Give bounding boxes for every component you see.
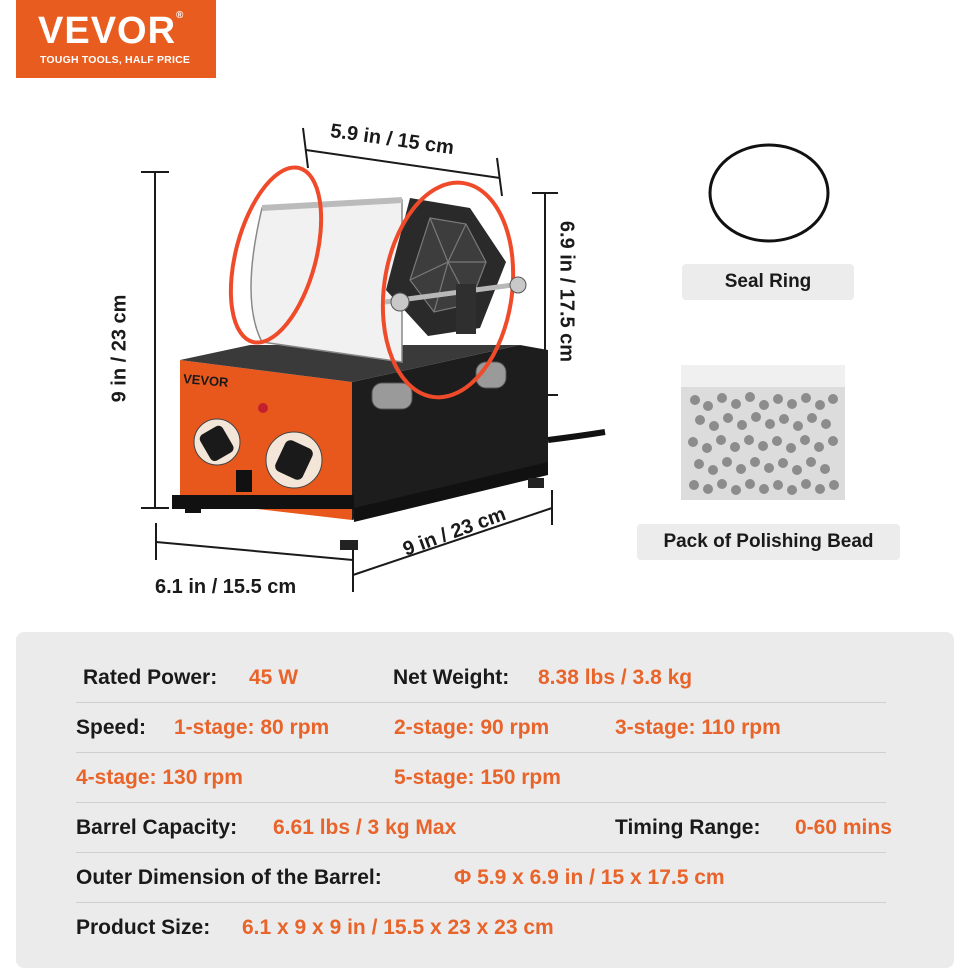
dimension-top-width: 5.9 in / 15 cm [328, 120, 456, 160]
divider [76, 702, 886, 703]
machine-brand-plate: VEVOR [182, 371, 230, 390]
dimension-base-depth: 9 in / 23 cm [400, 503, 509, 561]
product-size-value: 6.1 x 9 x 9 in / 15.5 x 23 x 23 cm [242, 916, 554, 939]
divider [76, 802, 886, 803]
logo-tagline: TOUGH TOOLS, HALF PRICE [40, 54, 191, 66]
divider [76, 752, 886, 753]
barrel-capacity-label: Barrel Capacity: [76, 816, 238, 839]
rated-power-value: 45 W [249, 666, 299, 689]
net-weight-value: 8.38 lbs / 3.8 kg [538, 666, 693, 689]
dimension-barrel-height: 6.9 in / 17.5 cm [555, 220, 578, 363]
timing-range-label: Timing Range: [615, 816, 761, 839]
polishing-bead-label: Pack of Polishing Bead [637, 524, 900, 560]
speed-stage-3: 3-stage: 110 rpm [615, 716, 781, 739]
seal-ring-label: Seal Ring [682, 264, 854, 300]
speed-stage-1: 1-stage: 80 rpm [174, 716, 330, 739]
net-weight-label: Net Weight: [393, 666, 510, 689]
speed-stage-5: 5-stage: 150 rpm [394, 766, 561, 789]
barrel-capacity-value: 6.61 lbs / 3 kg Max [273, 816, 457, 839]
seal-ring-image [710, 145, 828, 241]
dimension-total-height: 9 in / 23 cm [108, 294, 131, 403]
speed-label: Speed: [76, 716, 147, 739]
speed-stage-2: 2-stage: 90 rpm [394, 716, 550, 739]
logo-brand-text: VEVOR® [38, 10, 185, 52]
timing-range-value: 0-60 mins [795, 816, 892, 839]
outer-dimension-label: Outer Dimension of the Barrel: [76, 866, 382, 889]
divider [76, 902, 886, 903]
dimension-base-width: 6.1 in / 15.5 cm [155, 576, 297, 598]
polishing-bead-image [681, 365, 845, 500]
divider [76, 852, 886, 853]
product-size-label: Product Size: [76, 916, 211, 939]
speed-stage-4: 4-stage: 130 rpm [76, 766, 243, 789]
rated-power-label: Rated Power: [83, 666, 218, 689]
specs-panel [16, 632, 954, 968]
outer-dimension-value: Φ 5.9 x 6.9 in / 15 x 17.5 cm [454, 866, 725, 889]
